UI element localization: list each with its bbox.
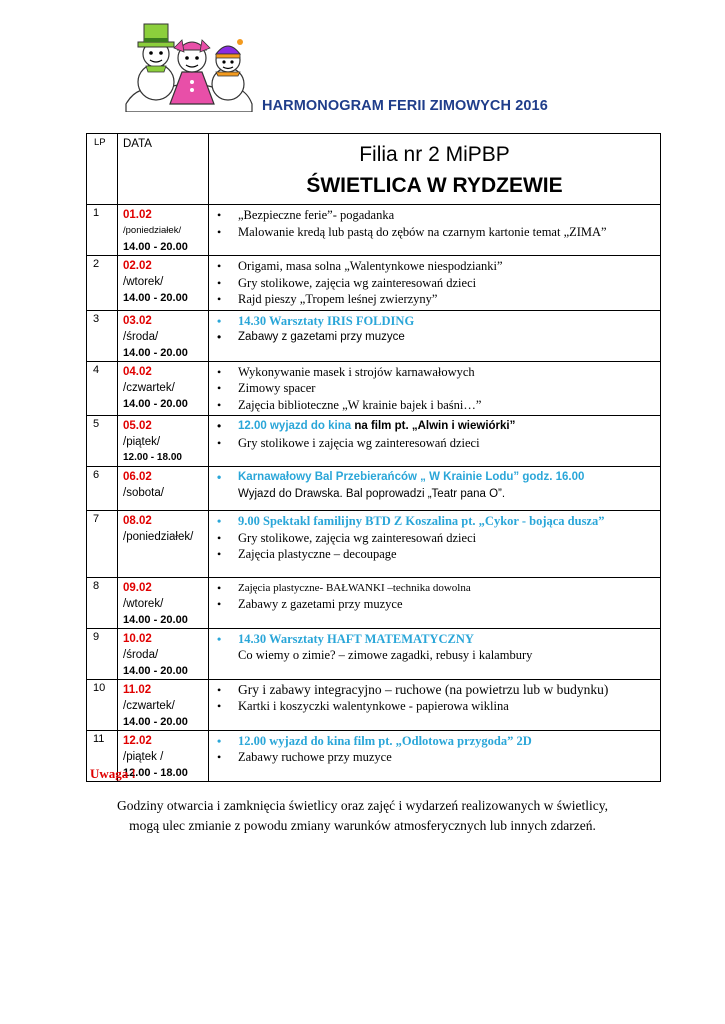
date-cell <box>118 628 209 679</box>
activities-cell <box>209 577 661 628</box>
list-item: • Wykonywanie masek i strojów karnawałowych <box>217 364 660 381</box>
table-row <box>87 361 661 416</box>
row-number: 2 <box>87 256 118 311</box>
table-row <box>87 577 661 628</box>
list-item: • Kartki i koszyczki walentynkowe - papierowa wiklina <box>217 698 660 715</box>
opening-hours: 14.00 - 20.00 <box>123 397 188 410</box>
row-number: 10 <box>87 679 118 730</box>
date-value: 10.02 <box>123 632 152 645</box>
note-line: Godziny otwarcia i zamknięcia świetlicy oraz zajęć i wydarzeń realizowanych w świetlicy, <box>117 798 608 813</box>
weekday: /piątek / <box>123 750 164 763</box>
date-value: 06.02 <box>123 471 152 483</box>
weekday: /wtorek/ <box>123 276 164 288</box>
list-item: • Malowanie kredą lub pastą do zębów na czarnym kartonie temat „ZIMA” <box>217 224 660 241</box>
row-number: 4 <box>87 361 118 416</box>
list-item: • Gry stolikowe, zajęcia wg zainteresowań dzieci <box>217 275 660 292</box>
row-number: 11 <box>87 730 118 781</box>
branch-location: ŚWIETLICA W RYDZEWIE <box>306 174 563 197</box>
list-item: Wyjazd do Drawska. Bal poprowadzi „Teatr pana O”. <box>238 487 506 500</box>
activities-cell <box>209 730 661 781</box>
activities-cell <box>209 628 661 679</box>
activities-cell <box>209 205 661 256</box>
date-cell <box>118 679 209 730</box>
opening-hours: 14.00 - 20.00 <box>123 613 188 626</box>
list-item <box>217 418 660 435</box>
cinema-trip: 12.00 wyjazd do kina <box>238 420 352 432</box>
film-title: na film pt. „Alwin i wiewiórki” <box>351 420 516 432</box>
list-item: • Rajd pieszy „Tropem leśnej zwierzyny” <box>217 291 660 308</box>
date-value: 01.02 <box>123 209 152 221</box>
footer-note <box>60 796 665 836</box>
list-item: • 14.30 Warsztaty HAFT MATEMATYCZNY <box>217 631 660 648</box>
weekday: /czwartek/ <box>123 381 175 394</box>
activities-cell <box>209 416 661 467</box>
date-value: 11.02 <box>123 683 152 696</box>
opening-hours: 14.00 - 20.00 <box>123 715 188 728</box>
weekday: /sobota/ <box>123 487 164 499</box>
row-number: 8 <box>87 577 118 628</box>
weekday: /czwartek/ <box>123 699 175 712</box>
row-number: 3 <box>87 310 118 361</box>
list-item: • Gry i zabawy integracyjno – ruchowe (na powietrzu lub w budynku) <box>217 682 660 699</box>
column-header-lp: LP <box>87 134 118 205</box>
opening-hours: 14.00 - 20.00 <box>123 241 188 253</box>
list-item: • „Bezpieczne ferie”- pogadanka <box>217 207 660 224</box>
list-item: • Gry stolikowe, zajęcia wg zainteresowań dzieci <box>217 530 660 547</box>
warning-label: Uwaga ! <box>90 766 136 781</box>
list-item: Co wiemy o zimie? – zimowe zagadki, rebusy i kalambury <box>238 648 533 662</box>
activities-cell <box>209 679 661 730</box>
column-header-date: DATA <box>118 134 209 205</box>
branch-name: Filia nr 2 MiPBP <box>359 143 510 166</box>
table-row <box>87 310 661 361</box>
weekday: /wtorek/ <box>123 597 164 610</box>
date-cell <box>118 256 209 311</box>
date-value: 12.02 <box>123 734 152 747</box>
date-cell <box>118 467 209 511</box>
table-row <box>87 511 661 578</box>
page-title: HARMONOGRAM FERII ZIMOWYCH 2016 <box>262 98 548 114</box>
row-number: 9 <box>87 628 118 679</box>
row-number: 1 <box>87 205 118 256</box>
list-item: • Zimowy spacer <box>217 380 660 397</box>
list-item: • Karnawałowy Bal Przebierańców „ W Krainie Lodu” godz. 16.00 <box>217 469 660 486</box>
table-row <box>87 730 661 781</box>
activities-cell <box>209 310 661 361</box>
list-item: • 14.30 Warsztaty IRIS FOLDING <box>217 313 660 330</box>
list-item: • Zabawy ruchowe przy muzyce <box>217 749 660 766</box>
date-value: 05.02 <box>123 420 152 432</box>
date-cell <box>118 511 209 578</box>
activities-cell <box>209 467 661 511</box>
date-cell <box>118 416 209 467</box>
list-item: • Zajęcia biblioteczne „W krainie bajek i baśni…” <box>217 397 660 414</box>
list-item: • 12.00 wyjazd do kina film pt. „Odlotowa przygoda” 2D <box>217 733 660 750</box>
list-item: • 9.00 Spektakl familijny BTD Z Koszalina pt. „Cykor - bojąca dusza” <box>217 513 660 530</box>
date-value: 09.02 <box>123 581 152 594</box>
table-row <box>87 205 661 256</box>
note-line: mogą ulec zmianie z powodu zmiany warunków atmosferycznych lub innych zdarzeń. <box>129 818 596 833</box>
list-item: • Gry stolikowe i zajęcia wg zainteresowań dzieci <box>217 435 660 452</box>
date-value: 02.02 <box>123 260 152 272</box>
opening-hours: 14.00 - 20.00 <box>123 292 188 304</box>
weekday: /poniedziałek/ <box>123 531 194 543</box>
opening-hours: 14.00 - 20.00 <box>123 664 188 677</box>
list-item: • Zabawy z gazetami przy muzyce <box>217 329 660 346</box>
date-cell <box>118 310 209 361</box>
weekday: /środa/ <box>123 648 159 661</box>
activities-cell <box>209 361 661 416</box>
date-cell <box>118 361 209 416</box>
row-number: 7 <box>87 511 118 578</box>
weekday: /piątek/ <box>123 436 161 448</box>
date-value: 03.02 <box>123 314 152 327</box>
opening-hours: 12.00 - 18.00 <box>123 766 188 779</box>
table-row <box>87 256 661 311</box>
weekday: /środa/ <box>123 330 159 343</box>
row-number: 6 <box>87 467 118 511</box>
table-row <box>87 679 661 730</box>
activities-cell <box>209 256 661 311</box>
list-item: • Origami, masa solna „Walentynkowe niespodzianki” <box>217 258 660 275</box>
opening-hours: 14.00 - 20.00 <box>123 346 188 359</box>
list-item: • Zajęcia plastyczne – decoupage <box>217 546 660 563</box>
date-cell <box>118 577 209 628</box>
schedule-table <box>86 133 661 782</box>
list-item: • Zajęcia plastyczne- BAŁWANKI –technika dowolna <box>217 580 660 597</box>
list-item: • Zabawy z gazetami przy muzyce <box>217 596 660 613</box>
date-value: 04.02 <box>123 365 152 378</box>
date-value: 08.02 <box>123 515 152 527</box>
table-row <box>87 628 661 679</box>
table-row <box>87 467 661 511</box>
weekday: /poniedziałek/ <box>123 225 182 236</box>
table-row <box>87 416 661 467</box>
activities-cell <box>209 511 661 578</box>
opening-hours: 12.00 - 18.00 <box>123 452 182 463</box>
snowmen-icon <box>124 12 254 112</box>
branch-title-cell <box>209 134 661 205</box>
table-header-row <box>87 134 661 205</box>
row-number: 5 <box>87 416 118 467</box>
date-cell <box>118 205 209 256</box>
